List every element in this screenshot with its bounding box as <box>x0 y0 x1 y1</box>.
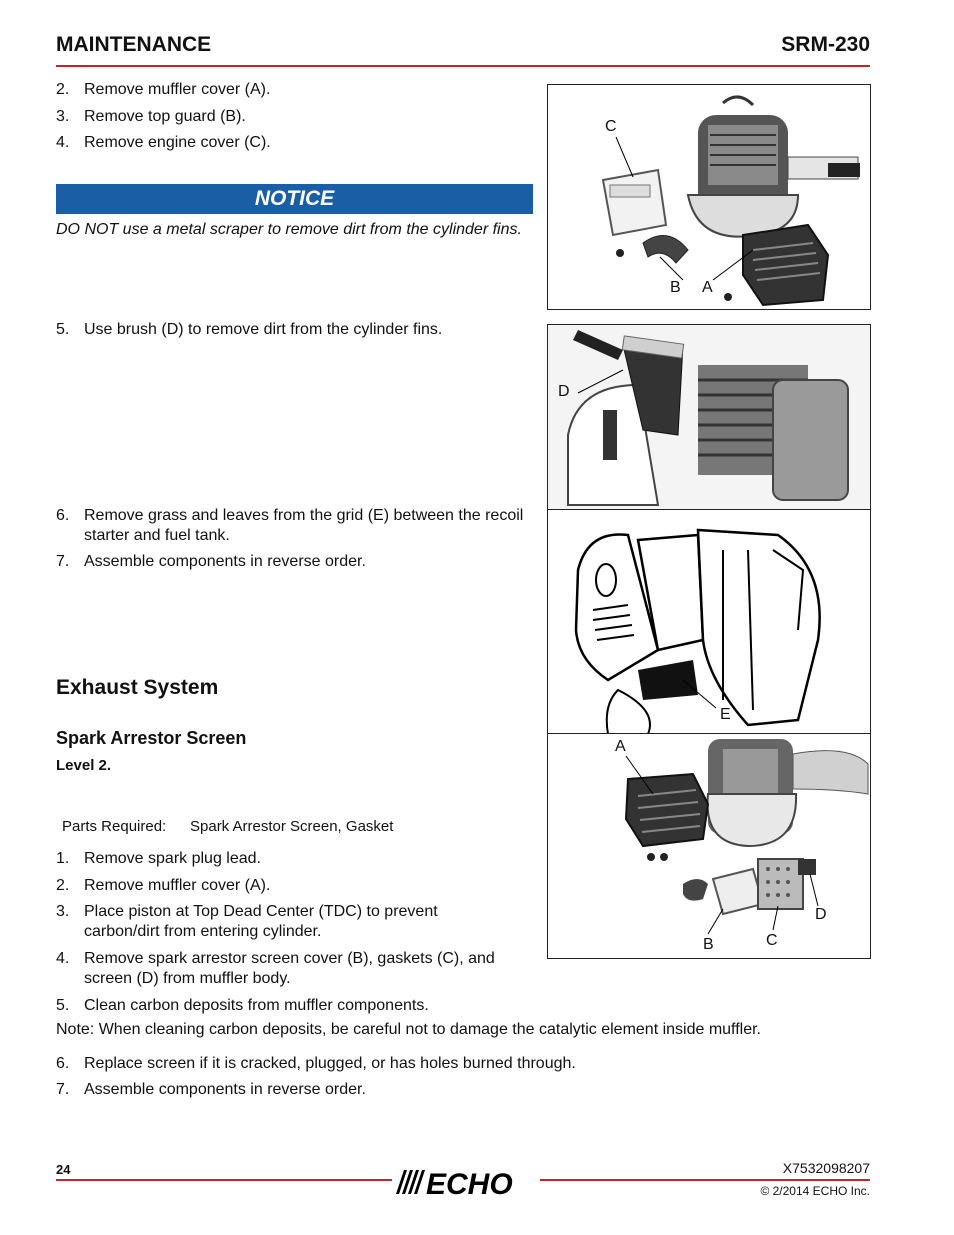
step-item: 3. Remove top guard (B). <box>56 108 246 125</box>
label-c: C <box>766 932 778 949</box>
exhaust-heading: Exhaust System <box>56 676 219 699</box>
copyright: © 2/2014 ECHO Inc. <box>760 1184 870 1198</box>
echo-logo-mark <box>392 1164 540 1200</box>
figure-grid <box>547 509 871 735</box>
step-item: 4. Remove spark arrestor screen cover (B), gaskets (C), and screen (D) from muffler body. <box>56 950 495 987</box>
note-text: Note: When cleaning carbon deposits, be careful not to damage the catalytic element inside muffler. <box>56 1021 761 1038</box>
label-b: B <box>670 279 681 296</box>
level-label: Level 2. <box>56 757 112 774</box>
label-e: E <box>720 706 731 723</box>
brush-cleaning-illustration <box>548 325 870 510</box>
label-b: B <box>703 936 714 953</box>
step-item: 4. Remove engine cover (C). <box>56 134 271 151</box>
model-title: SRM-230 <box>781 33 870 56</box>
label-d: D <box>815 906 827 923</box>
label-a: A <box>702 279 713 296</box>
engine-covers-illustration <box>548 85 870 309</box>
notice-banner: NOTICE <box>56 184 533 214</box>
notice-text: DO NOT use a metal scraper to remove dirt from the cylinder fins. <box>56 221 522 238</box>
label-c: C <box>605 118 617 135</box>
step-item: 5. Clean carbon deposits from muffler components. <box>56 997 429 1014</box>
svg-text:ECHO: ECHO <box>426 1168 513 1200</box>
figure-brush <box>547 324 871 511</box>
step-item: 5. Use brush (D) to remove dirt from the cylinder fins. <box>56 321 443 338</box>
figure-covers <box>547 84 871 310</box>
section-title: MAINTENANCE <box>56 33 212 56</box>
step-item: 6. Replace screen if it is cracked, plugged, or has holes burned through. <box>56 1055 576 1072</box>
label-d: D <box>558 383 570 400</box>
step-item: 7. Assemble components in reverse order. <box>56 553 366 570</box>
step-item: 2. Remove muffler cover (A). <box>56 81 271 98</box>
spark-arrestor-heading: Spark Arrestor Screen <box>56 728 247 748</box>
step-item: 2. Remove muffler cover (A). <box>56 877 271 894</box>
muffler-parts-illustration <box>548 734 870 958</box>
step-item: 7. Assemble components in reverse order. <box>56 1081 366 1098</box>
step-item: 6. Remove grass and leaves from the grid (E) between the recoil starter and fuel tank. <box>56 507 524 544</box>
grid-illustration <box>548 510 870 734</box>
page-number: 24 <box>56 1162 71 1177</box>
parts-label: Parts Required: <box>62 818 167 835</box>
step-item: 3. Place piston at Top Dead Center (TDC) to prevent carbon/dirt from entering cylinder. <box>56 903 438 940</box>
parts-value: Spark Arrestor Screen, Gasket <box>190 818 394 835</box>
header-rule <box>56 65 870 67</box>
step-item: 1. Remove spark plug lead. <box>56 850 261 867</box>
echo-logo <box>392 1164 540 1200</box>
figure-muffler <box>547 733 871 959</box>
label-a: A <box>615 738 626 755</box>
document-number: X7532098207 <box>782 1160 870 1176</box>
